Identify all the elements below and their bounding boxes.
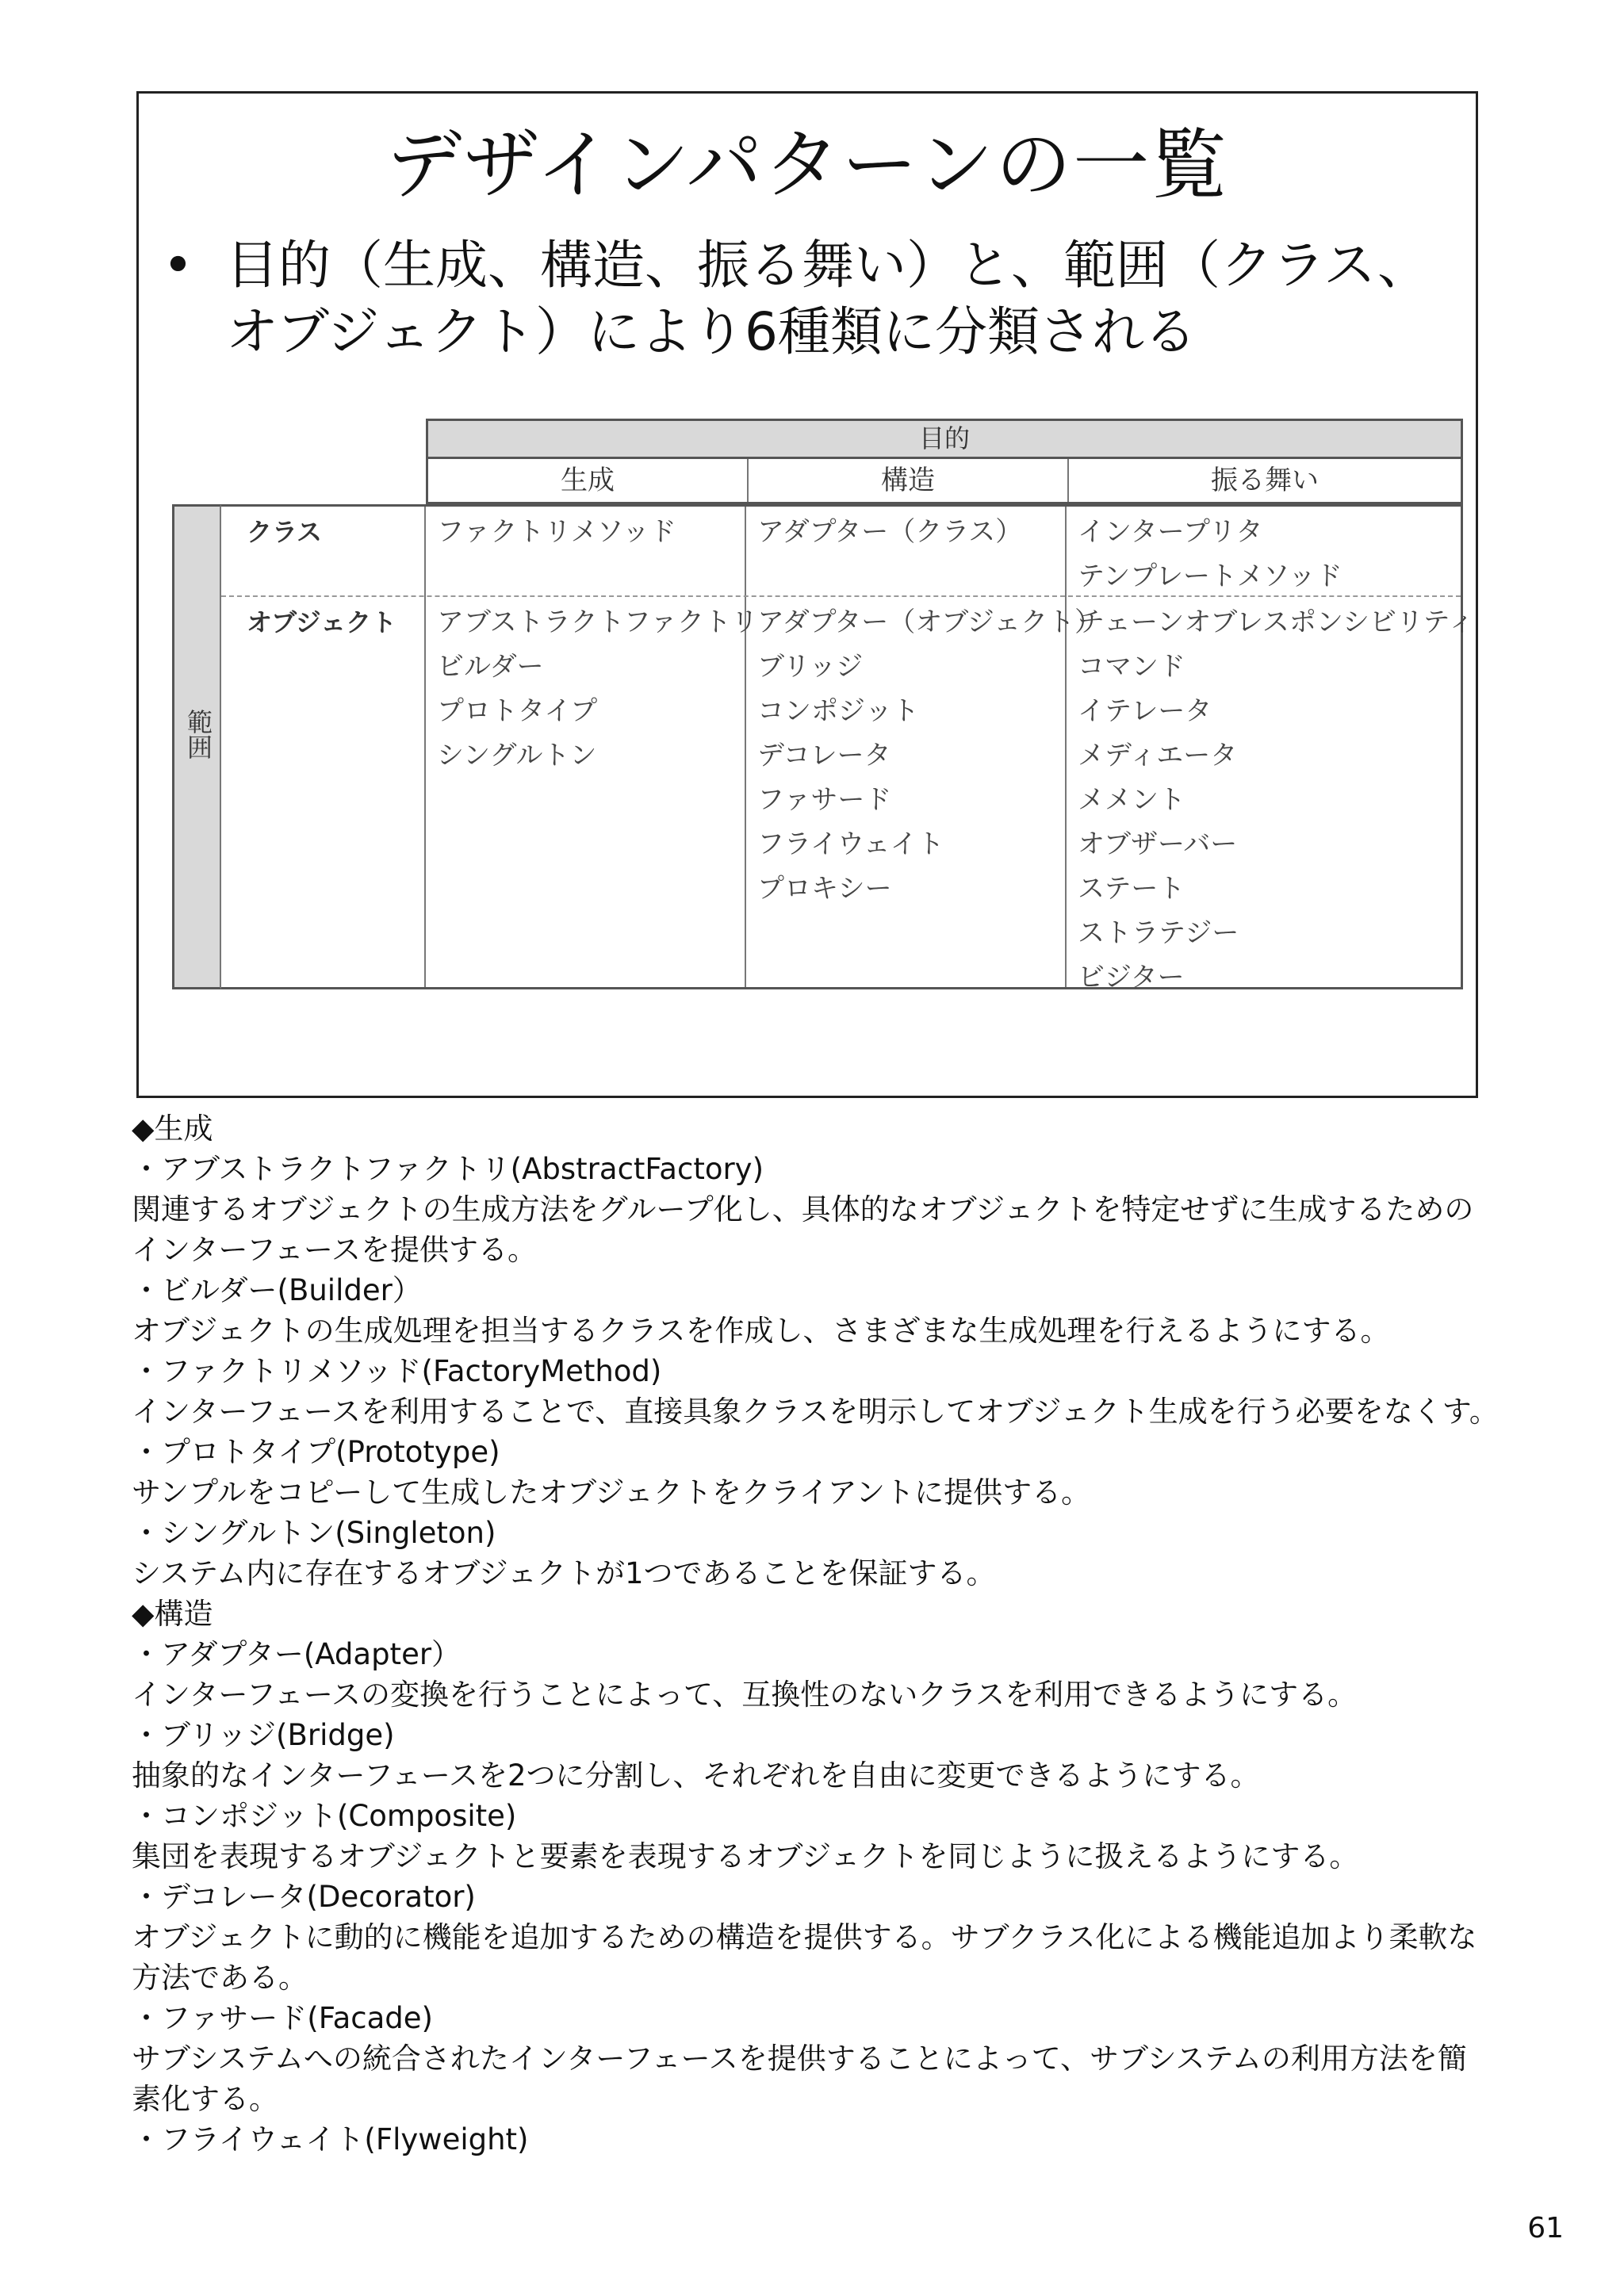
pattern-name: ビルダー: [437, 651, 544, 683]
pattern-name: チェーンオブレスポンシビリティ: [1078, 607, 1475, 638]
pattern-name: メディエータ: [1078, 740, 1238, 771]
table-column-header-row: [426, 457, 1463, 504]
pattern-heading: ・プロトタイプ(Prototype): [132, 1435, 500, 1469]
pattern-name: プロキシー: [757, 873, 892, 905]
pattern-name: シングルトン: [437, 740, 597, 771]
section-heading: ◆構造: [132, 1597, 213, 1631]
row-label-class: クラス: [247, 517, 323, 547]
pattern-name: アダプター（クラス）: [757, 516, 1023, 548]
pattern-description: インターフェースの変換を行うことによって、互換性のないクラスを利用できるようにする。: [132, 1678, 1358, 1712]
pattern-name: イテレータ: [1078, 695, 1212, 727]
pattern-name: ファクトリメソッド: [437, 516, 676, 548]
cell-class-behavioral: [1078, 510, 1342, 599]
pattern-heading: ・ビルダー(Builder）: [132, 1273, 422, 1307]
pattern-name: メメント: [1078, 784, 1185, 816]
pattern-table: [172, 419, 1475, 993]
pattern-name: ストラテジー: [1078, 917, 1239, 949]
column-header-structural: 構造: [749, 459, 1069, 502]
pattern-heading: ・フライウェイト(Flyweight): [132, 2122, 529, 2156]
column-header-creational: 生成: [428, 459, 749, 502]
section-heading: ◆生成: [132, 1112, 213, 1146]
pattern-heading: ・アダプター(Adapter）: [132, 1637, 462, 1671]
table-purpose-header: 目的: [426, 419, 1463, 457]
pattern-heading: ・ファサード(Facade): [132, 2001, 433, 2035]
bullet-text: 目的（生成、構造、振る舞い）と、範囲（クラス、オブジェクト）により6種類に分類される: [226, 235, 1430, 362]
slide-frame: [136, 91, 1478, 1098]
pattern-heading: ・ファクトリメソッド(FactoryMethod): [132, 1354, 662, 1388]
pattern-heading: ・ブリッジ(Bridge): [132, 1718, 395, 1752]
column-header-behavioral: 振る舞い: [1211, 465, 1319, 496]
pattern-description: 抽象的なインターフェースを2つに分割し、それぞれを自由に変更できるようにする。: [132, 1758, 1260, 1793]
slide-title: デザインパターンの一覧: [385, 121, 1229, 209]
column-divider: [424, 507, 426, 987]
pattern-description: インターフェースを利用することで、直接具象クラスを明示してオブジェクト生成を行う必要をなくす。: [132, 1395, 1499, 1429]
pattern-name: インタープリタ: [1078, 516, 1263, 548]
cell-class-structural: [757, 510, 1022, 554]
pattern-description: サンプルをコピーして生成したオブジェクトをクライアントに提供する。: [132, 1475, 1091, 1510]
pattern-name: コマンド: [1078, 651, 1185, 683]
cell-object-creational: [437, 600, 758, 778]
pattern-description: オブジェクトの生成処理を担当するクラスを作成し、さまざまな生成処理を行えるようにする。: [132, 1314, 1390, 1348]
slide-bullet: [163, 232, 1463, 365]
pattern-heading: ・コンポジット(Composite): [132, 1799, 517, 1833]
pattern-heading: ・アブストラクトファクトリ(AbstractFactory): [132, 1152, 764, 1186]
pattern-name: ビジター: [1078, 962, 1185, 993]
page-number: 61: [1527, 2212, 1564, 2244]
pattern-name: アブストラクトファクトリ: [437, 607, 758, 638]
pattern-name: デコレータ: [757, 740, 891, 771]
cell-object-structural: [757, 600, 1101, 911]
pattern-description: オブジェクトに動的に機能を追加するための構造を提供する。サブクラス化による機能追加より柔軟な方法である。: [132, 1920, 1477, 1995]
pattern-description: システム内に存在するオブジェクトが1つであることを保証する。: [132, 1556, 996, 1590]
table-scope-column: [172, 504, 221, 989]
pattern-name: プロトタイプ: [437, 695, 598, 727]
pattern-name: テンプレートメソッド: [1078, 561, 1342, 592]
pattern-heading: ・デコレータ(Decorator): [132, 1880, 476, 1914]
pattern-name: アダプター（オブジェクト）: [757, 607, 1102, 638]
pattern-heading: ・シングルトン(Singleton): [132, 1516, 496, 1550]
pattern-description: サブシステムへの統合されたインターフェースを提供することによって、サブシステムの利用方法を簡素化する。: [132, 2042, 1467, 2116]
pattern-name: ブリッジ: [757, 651, 864, 683]
pattern-name: ファサード: [757, 784, 892, 816]
table-body: [221, 504, 1475, 993]
pattern-description: 集団を表現するオブジェクトと要素を表現するオブジェクトを同じように扱えるようにする。: [132, 1839, 1359, 1873]
cell-class-creational: [437, 510, 676, 554]
pattern-description: 関連するオブジェクトの生成方法をグループ化し、具体的なオブジェクトを特定せずに生成するためのインターフェースを提供する。: [132, 1192, 1474, 1267]
cell-object-behavioral: [1078, 600, 1475, 1000]
row-label-object: オブジェクト: [247, 607, 397, 637]
pattern-name: オブザーバー: [1078, 828, 1238, 860]
pattern-name: フライウェイト: [757, 828, 944, 860]
scope-label: 範囲: [183, 709, 213, 760]
pattern-name: コンポジット: [757, 695, 919, 727]
bullet-dot: •: [163, 235, 193, 296]
pattern-name: ステート: [1078, 873, 1185, 905]
notes-section: [132, 1108, 1499, 2160]
